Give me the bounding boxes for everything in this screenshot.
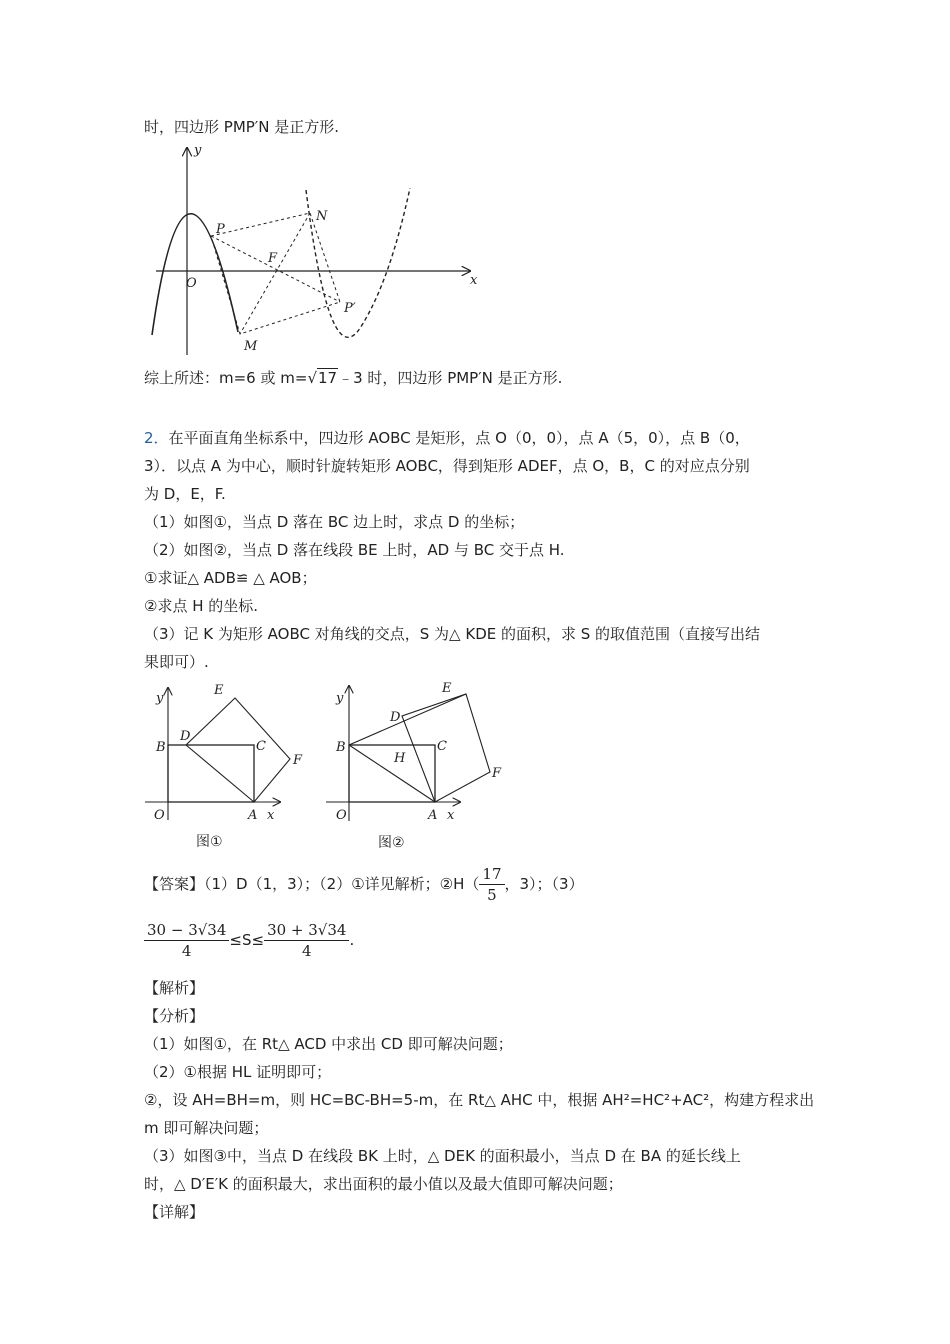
summary-text-b: ﹣3 时，四边形 PMP′N 是正方形. [338,369,563,387]
fig2-f-label: F [293,753,303,768]
inequality-lower-fraction [144,920,229,961]
sqrt-value: 17 [318,369,338,387]
question-line-3: 为 D，E，F. [144,485,226,503]
upper-denominator: 4 [301,942,312,960]
fig2-b-label: B [156,740,166,755]
question-part-2a: ①求证△ ADB≌ △ AOB； [144,569,317,587]
fig1-f-label: F [268,251,278,266]
question-line-1 [144,428,750,448]
answer-fraction [479,864,504,905]
fig3-caption: 图② [378,835,405,851]
lower-denominator: 4 [181,942,192,960]
question-part-2b: ②求点 H 的坐标. [144,597,259,615]
fig2-a-label: A [248,808,258,823]
fig3-d-label: D [390,710,401,725]
lower-numerator: 30 − 3√34 [144,920,229,941]
fig3-x-label: x [447,808,455,823]
fig3-h-label: H [394,751,406,766]
fig2-e-label: E [214,683,224,698]
question-text: 在平面直角坐标系中，四边形 AOBC 是矩形，点 O（0，0），点 A（5，0），点 B（0， [168,429,750,447]
fig1-x-label: x [470,273,478,288]
summary-text-a: 综上所述：m=6 或 m= [144,369,308,387]
fig3-f-label: F [492,766,502,781]
fig1-n-label: N [316,209,328,224]
fig1-p-label: P [216,222,225,237]
analysis-line-4a: （3）如图③中，当点 D 在线段 BK 上时，△ DEK 的面积最小，当点 D 在 BA 的延长线上 [144,1147,741,1165]
question-part-2: （2）如图②，当点 D 落在线段 BE 上时，AD 与 BC 交于点 H. [144,541,565,559]
fig3-a-label: A [428,808,438,823]
inequality-end: . [349,931,355,949]
inequality-upper-fraction [264,920,349,961]
figure-2-rectangle-rotation [320,676,520,856]
question-part-3b: 果即可）. [144,653,209,671]
fig3-origin-label: O [336,808,347,823]
upper-numerator: 30 + 3√34 [264,920,349,941]
answer-text-a: 【答案】（1）D（1，3）；（2）①详见解析；②H（ [144,875,480,893]
analysis-line-1: （1）如图①，在 Rt△ ACD 中求出 CD 即可解决问题； [144,1035,513,1053]
answer-text-b: ，3）；（3） [504,875,584,893]
fig2-d-label: D [180,729,191,744]
question-line-2: 3）．以点 A 为中心，顺时针旋转矩形 AOBC，得到矩形 ADEF，点 O，B，C 的对应点分别 [144,457,750,475]
inequality-middle: ≤S≤ [229,931,265,949]
analysis-line-3b: m 即可解决问题； [144,1119,269,1137]
fig3-e-label: E [442,681,452,696]
text-line: 时，四边形 PMP′N 是正方形. [144,118,339,136]
figure-1-rectangle-rotation [140,680,320,855]
jiexi-heading: 【解析】 [144,979,205,997]
question-part-3a: （3）记 K 为矩形 AOBC 对角线的交点，S 为△ KDE 的面积，求 S 的取值范围（直接写出结 [144,625,761,643]
inequality-line [144,918,354,962]
fig1-pprime-label: P′ [344,301,356,316]
fig1-y-label: y [194,143,202,158]
fig1-origin-label: O [186,276,197,291]
fraction-denominator: 5 [487,886,497,904]
fenxi-heading: 【分析】 [144,1007,205,1025]
fig3-b-label: B [336,740,346,755]
fig3-c-label: C [437,739,447,754]
xiangjie-heading: 【详解】 [144,1203,205,1221]
fig2-c-label: C [256,739,266,754]
question-part-1: （1）如图①，当点 D 落在 BC 边上时，求点 D 的坐标； [144,513,525,531]
fig2-origin-label: O [154,808,165,823]
answer-line [144,862,584,906]
fig3-y-label: y [336,691,344,706]
analysis-line-2: （2）①根据 HL 证明即可； [144,1063,332,1081]
fig2-x-label: x [267,808,275,823]
figure-parabola-square [140,140,500,360]
analysis-line-4b: 时，△ D′E′K 的面积最大，求出面积的最小值以及最大值即可解决问题； [144,1175,623,1193]
analysis-line-3a: ②，设 AH=BH=m，则 HC=BC-BH=5-m，在 Rt△ AHC 中，根据 AH²=HC²+AC²，构建方程求出 [144,1091,815,1109]
fig2-caption: 图① [196,834,223,850]
fig1-m-label: M [244,339,258,354]
question-number: 2． [144,429,169,447]
summary-line: 综上所述：m=6 或 m=√17﹣3 时，四边形 PMP′N 是正方形. [144,369,563,387]
fig2-y-label: y [156,691,164,706]
fraction-numerator: 17 [479,864,504,885]
